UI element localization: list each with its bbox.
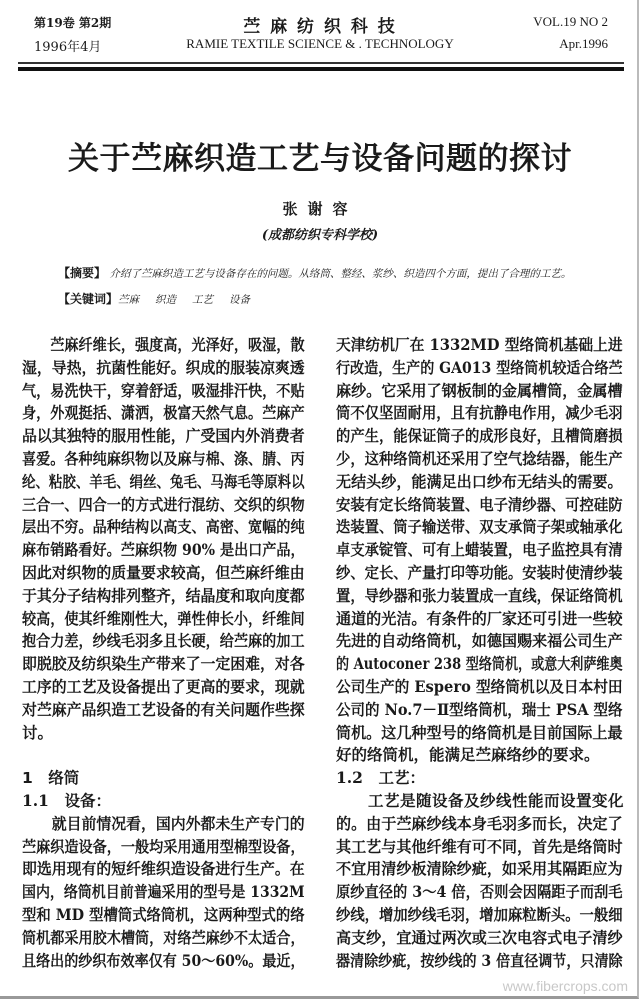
volume-en: VOL.19 NO 2 bbox=[533, 14, 608, 29]
journal-name-en: RAMIE TEXTILE SCIENCE & . TECHNOLOGY bbox=[186, 36, 454, 51]
text-line: 迭装置、筒子输送带、双支承筒子架或轴承化 bbox=[336, 517, 623, 537]
text-line: 1.1 设备： bbox=[22, 790, 111, 810]
text-line: 通道的光洁。有条件的厂家还可引进一些较 bbox=[336, 608, 623, 628]
text-line: 于其分子结构排列整齐，结晶度和取向度都 bbox=[22, 585, 305, 605]
text-line-row bbox=[22, 790, 306, 813]
abstract-label: 【摘要】 bbox=[58, 266, 107, 280]
journal-name-cn: 苎 麻 纺 织 科 技 bbox=[243, 17, 397, 37]
text-line-row bbox=[22, 380, 306, 403]
text-line: 抱合力差，纱线毛羽多且长硬，给苎麻的加工 bbox=[22, 631, 305, 651]
text-line: 行改造，生产的 GA013 型络筒机较适合络苎 bbox=[336, 357, 623, 377]
text-line-row bbox=[22, 608, 306, 631]
text-line: 气，易洗快干，穿着舒适，吸湿排汗快，不贴 bbox=[22, 380, 305, 400]
keywords bbox=[58, 290, 266, 307]
text-line: 品以其独特的服用性能，广受国内外消费者 bbox=[22, 426, 305, 446]
text-line-row bbox=[336, 334, 624, 357]
text-line: 因此对织物的质量要求较高，但苎麻纤维由 bbox=[22, 562, 305, 582]
text-line: 卓支承锭管、可有上蜡装置，电子监控具有清 bbox=[336, 540, 623, 560]
text-line: 层出不穷。品种结构以高支、高密、宽幅的纯 bbox=[22, 517, 305, 537]
text-line: 喜爱。各种纯麻织物以及麻与棉、涤、腈、丙 bbox=[22, 448, 305, 468]
text-line: 三合一、四合一的方式进行混纺、交织的织物 bbox=[22, 494, 305, 514]
text-line-row bbox=[336, 585, 624, 608]
text-line: 先进的自动络筒机，如德国赐来福公司生产 bbox=[336, 631, 623, 651]
issue-date-cn: 1996年4月 bbox=[34, 40, 102, 55]
abstract bbox=[58, 264, 628, 281]
text-line: 且络出的纱织布效率仅有 50～60%。最近， bbox=[22, 950, 305, 970]
text-line-row bbox=[22, 494, 306, 517]
text-line-row bbox=[336, 494, 624, 517]
text-line-row bbox=[336, 950, 624, 973]
text-line: 即脱胶及纺织染生产带来了一定困难，对各 bbox=[22, 654, 305, 674]
text-line-row bbox=[22, 425, 306, 448]
text-line-row bbox=[22, 836, 306, 859]
text-line-row bbox=[22, 881, 306, 904]
text-line-row bbox=[336, 699, 624, 722]
text-line: 对苎麻产品织造工艺设备的有关问题作些探 bbox=[22, 699, 305, 719]
text-line-row bbox=[22, 950, 306, 973]
keyword: 织造 bbox=[155, 294, 177, 306]
text-line-row bbox=[336, 608, 624, 631]
text-line: 的产生，能保证筒子的成形良好，且槽筒磨损 bbox=[336, 426, 623, 446]
text-line: 好的络筒机，能满足苎麻络纱的要求。 bbox=[336, 745, 600, 765]
text-line-row bbox=[22, 471, 306, 494]
keyword: 设备 bbox=[229, 294, 251, 306]
text-line: 的 Autoconer 238 型络筒机，或意大利萨维奥 bbox=[336, 654, 623, 674]
text-line: 筒机。这几种型号的络筒机是目前国际上最 bbox=[336, 722, 623, 742]
text-line-row bbox=[22, 334, 306, 357]
body-column-right bbox=[336, 334, 624, 972]
text-line-row bbox=[336, 516, 624, 539]
text-line: 苎麻纤维长，强度高，光泽好，吸湿，散 bbox=[22, 335, 305, 354]
text-line: 国内，络筒机目前普遍采用的型号是 1332M bbox=[22, 882, 305, 902]
text-line-row bbox=[336, 836, 624, 859]
text-line: 纶、粘胶、羊毛、绢丝、兔毛、马海毛等原料以 bbox=[22, 471, 305, 491]
text-line: 少，这种络筒机还采用了空气捻结器，能生产 bbox=[336, 448, 623, 468]
text-line: 讨。 bbox=[22, 722, 54, 742]
text-line: 1.2 工艺： bbox=[336, 768, 425, 788]
volume-issue: 第19卷 第2期 bbox=[34, 16, 112, 30]
text-line-row bbox=[22, 927, 306, 950]
text-line-row bbox=[336, 927, 624, 950]
text-line-row bbox=[22, 767, 306, 790]
text-line-row bbox=[336, 471, 624, 494]
text-line-row bbox=[22, 904, 306, 927]
text-line-row bbox=[22, 699, 306, 722]
text-line: 其工艺与其他纤维有可不同，首先是络筒时 bbox=[336, 836, 623, 856]
text-line-row bbox=[22, 402, 306, 425]
text-line-row bbox=[336, 767, 624, 790]
text-line-row bbox=[22, 562, 306, 585]
text-line: 不宜用清纱板清除纱疵，如采用其隔距应为 bbox=[336, 859, 623, 879]
text-line: 即选用现有的短纤维织造设备进行生产。在 bbox=[22, 859, 305, 879]
text-line: 身，外观挺括、潇洒，极富天然气息。苎麻产 bbox=[22, 403, 305, 423]
text-line-row bbox=[336, 881, 624, 904]
text-line: 置，导纱器和张力装置成一直线，保证络筒机 bbox=[336, 585, 623, 605]
text-line-row bbox=[336, 402, 624, 425]
text-line: 较高，使其纤维刚性大，弹性伸长小，纤维间 bbox=[22, 608, 305, 628]
text-line: 工序的工艺及设备提出了更高的要求，现就 bbox=[22, 676, 305, 696]
text-line-row bbox=[22, 858, 306, 881]
text-line-row bbox=[22, 630, 306, 653]
author: 张谢容 bbox=[282, 200, 358, 218]
text-line-row bbox=[336, 790, 624, 813]
header-rule-thin bbox=[18, 62, 624, 64]
text-line-row bbox=[336, 539, 624, 562]
header-rule-thick bbox=[18, 67, 624, 71]
text-line-row bbox=[22, 539, 306, 562]
text-line: 天津纺机厂在 1332MD 型络筒机基础上进 bbox=[336, 335, 623, 354]
issue-date-en: Apr.1996 bbox=[559, 36, 608, 51]
text-line: 工艺是随设备及纱线性能而设置变化 bbox=[336, 790, 625, 810]
text-line-row bbox=[22, 357, 306, 380]
text-line-row bbox=[336, 562, 624, 585]
text-line-row bbox=[336, 858, 624, 881]
text-line: 麻纱。它采用了钢板制的金属槽筒，金属槽 bbox=[336, 380, 623, 400]
keyword: 工艺 bbox=[192, 294, 214, 306]
text-line: 筒机都采用胶木槽筒，对络苎麻纱不太适合， bbox=[22, 927, 305, 947]
text-line: 原纱直径的 3～4 倍，否则会因隔距子而刮毛 bbox=[336, 882, 623, 902]
text-line-row bbox=[336, 448, 624, 471]
text-line: 苎麻织造设备，一般均采用通用型棉型设备， bbox=[22, 836, 305, 856]
text-line-row bbox=[22, 516, 306, 539]
text-line-row bbox=[336, 904, 624, 927]
text-line-row bbox=[336, 380, 624, 403]
text-line-row bbox=[336, 676, 624, 699]
abstract-text: 介绍了苎麻织造工艺与设备存在的问题。从络筒、整经、浆纱、织造四个方面，提出了合理的工艺。 bbox=[109, 268, 572, 280]
text-line: 就目前情况看，国内外都未生产专门的 bbox=[22, 813, 305, 833]
article-title: 关于苎麻织造工艺与设备问题的探讨 bbox=[68, 141, 572, 177]
text-line: 公司生产的 Espero 型络筒机以及日本村田 bbox=[336, 676, 623, 696]
text-line-row bbox=[22, 653, 306, 676]
text-line-row bbox=[22, 722, 306, 745]
text-line: 麻布销路看好。苎麻织物 90% 是出口产品， bbox=[22, 540, 305, 560]
affiliation: (成都纺织专科学校) bbox=[261, 228, 379, 243]
text-line-row bbox=[336, 630, 624, 653]
text-line: 筒不仅坚固耐用，且有抗静电作用，减少毛羽 bbox=[336, 403, 623, 423]
text-line-row bbox=[336, 653, 624, 676]
text-line: 型和 MD 型槽筒式络筒机，这两种型式的络 bbox=[22, 904, 305, 924]
text-line-row bbox=[22, 448, 306, 471]
text-line: 纱、定长、产量打印等功能。安装时使清纱装 bbox=[336, 562, 623, 582]
text-line: 器清除纱疵，按纱线的 3 倍直径调节，只清除 bbox=[336, 950, 623, 970]
text-line-row bbox=[22, 676, 306, 699]
keywords-label: 【关键词】 bbox=[58, 292, 119, 306]
text-line-row bbox=[336, 722, 624, 745]
text-line-row bbox=[22, 585, 306, 608]
text-line: 的。由于苎麻纱线本身毛羽多而长，决定了 bbox=[336, 813, 623, 833]
blank-line bbox=[22, 744, 306, 767]
text-line: 高支纱，宜通过两次或三次电容式电子清纱 bbox=[336, 927, 623, 947]
text-line-row bbox=[336, 744, 624, 767]
keyword: 苎麻 bbox=[118, 294, 140, 306]
section-heading: 1 络筒 bbox=[22, 769, 80, 788]
text-line-row bbox=[336, 813, 624, 836]
text-line: 无结头纱，能满足出口纱布无结头的需要。 bbox=[336, 471, 623, 491]
watermark: www.fibercrops.com bbox=[502, 978, 628, 994]
text-line: 公司的 No.7－Ⅱ型络筒机，瑞士 PSA 型络 bbox=[336, 699, 623, 719]
text-line: 纱线，增加纱线毛羽，增加麻粒断头。一般细 bbox=[336, 904, 623, 924]
text-line-row bbox=[336, 357, 624, 380]
text-line-row bbox=[336, 425, 624, 448]
text-line: 安装有定长络筒装置、电子清纱器、可控硅防 bbox=[336, 494, 623, 514]
text-line-row bbox=[22, 813, 306, 836]
text-line: 湿，导热，抗菌性能好。织成的服装凉爽透 bbox=[22, 357, 305, 377]
body-column-left bbox=[22, 334, 306, 972]
